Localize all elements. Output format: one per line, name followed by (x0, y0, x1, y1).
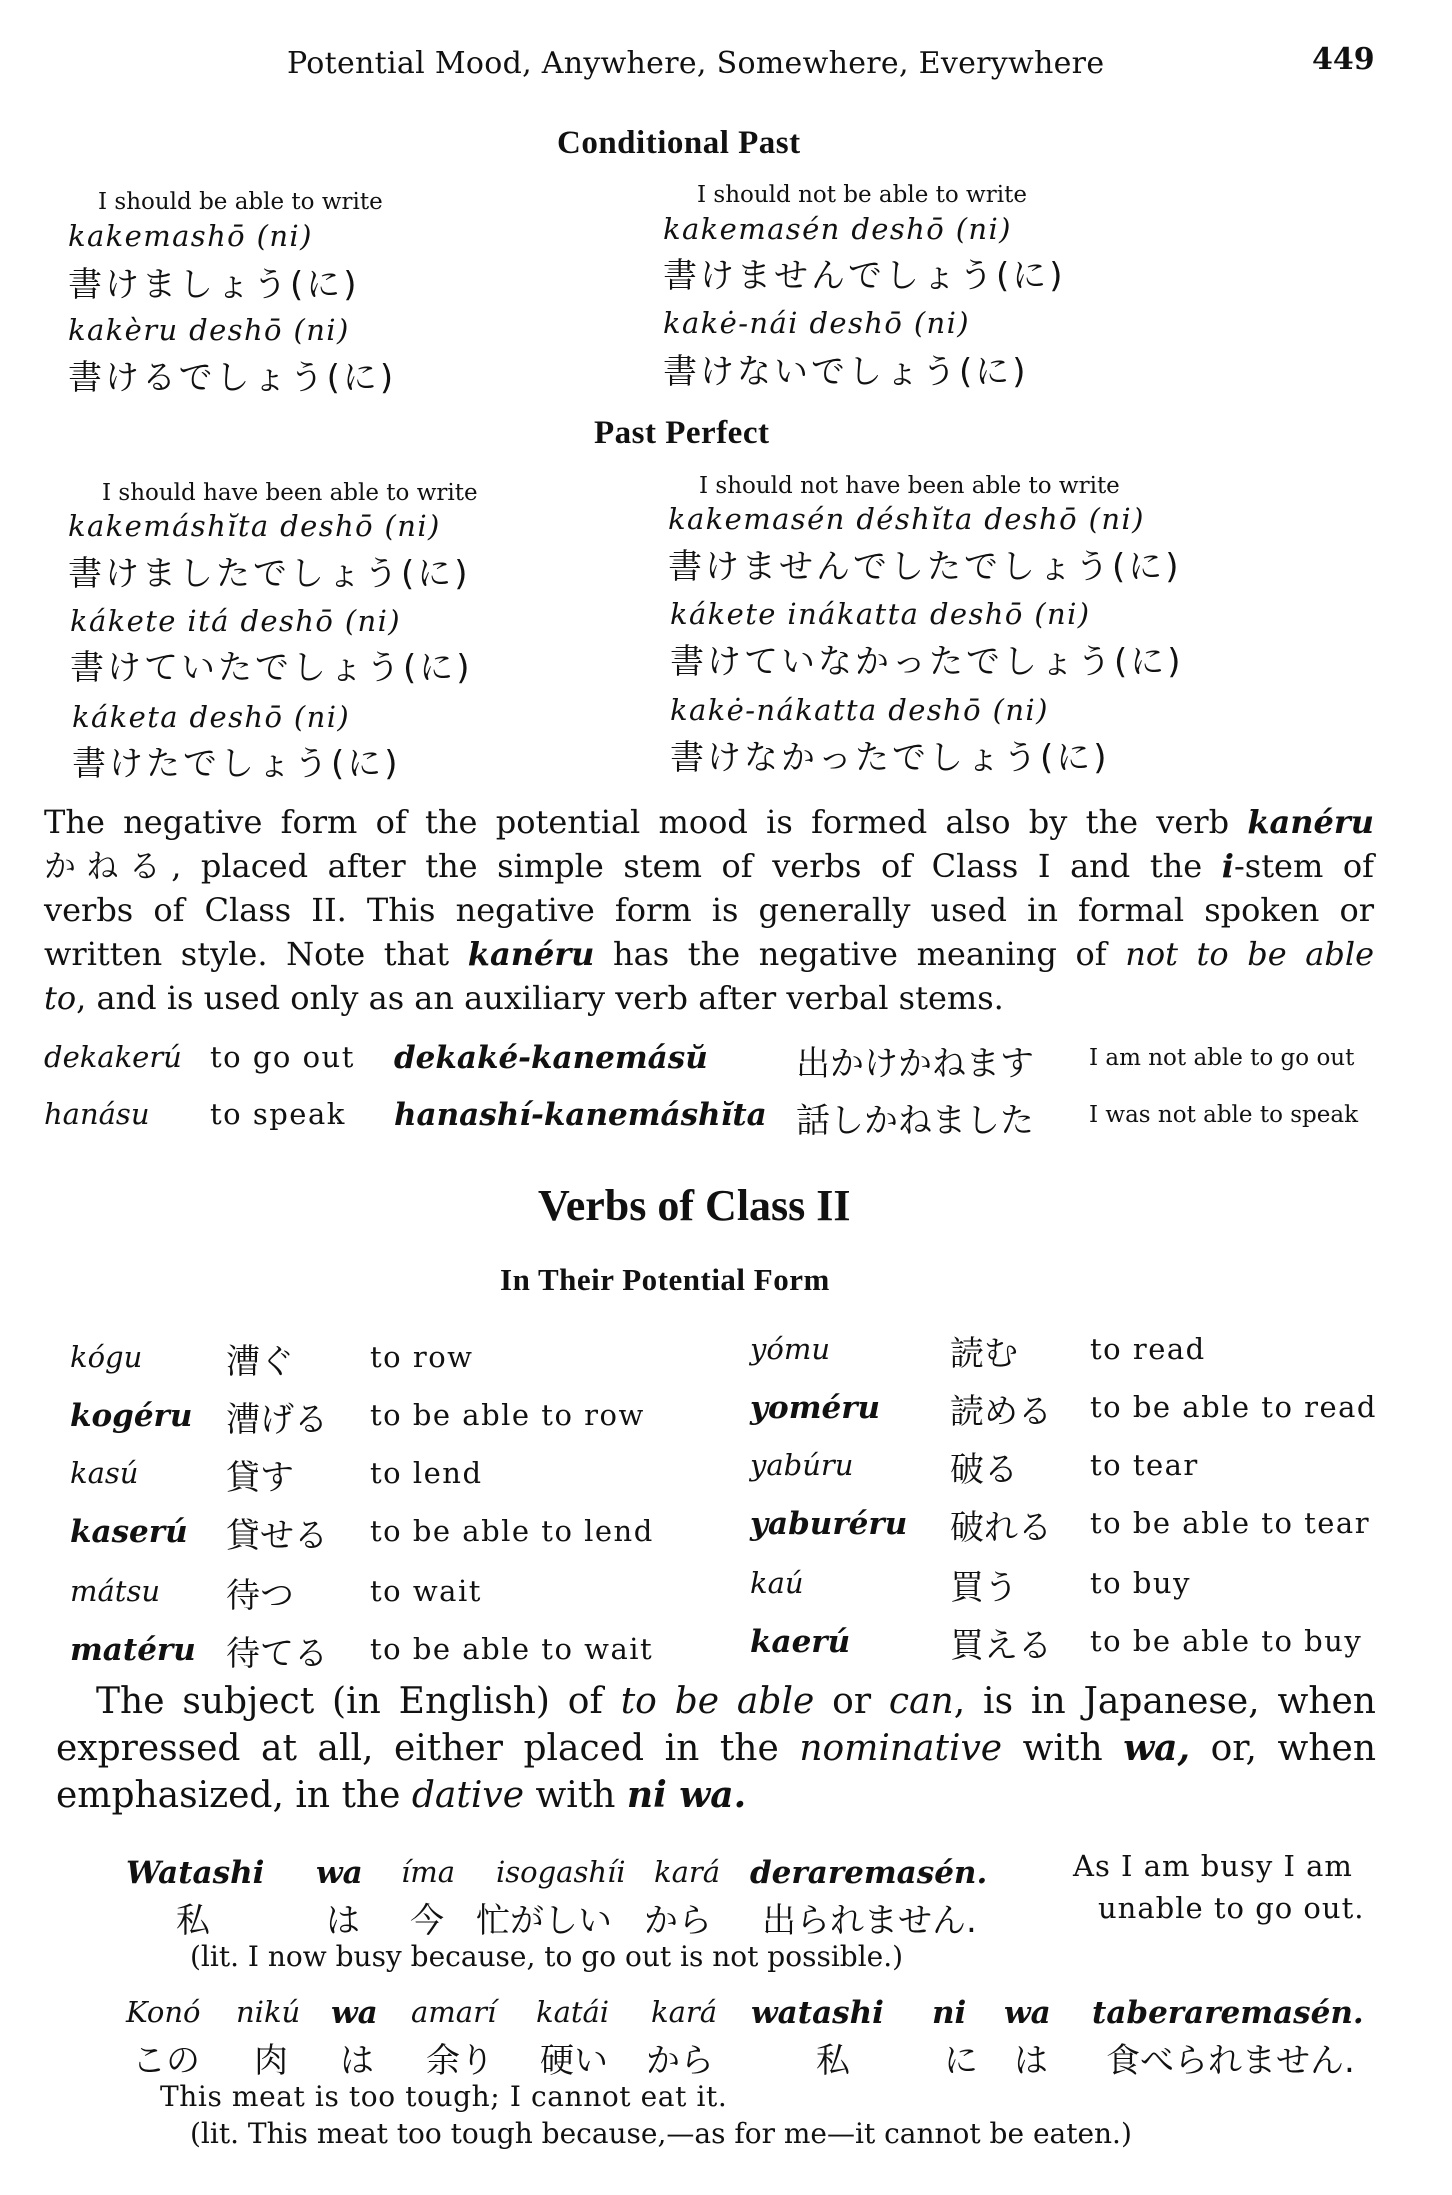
kana-form: 書けないでしょう(に) (663, 352, 1029, 392)
class-two-verb-row: mátsu 待つ to wait kaú 買う to buy (70, 1566, 1191, 1616)
romaji-form: kakė-nái deshō (ni) (663, 306, 970, 340)
romaji-form: kakemáshĭta deshō (ni) (68, 509, 441, 543)
kana-form: 書けませんでしょう(に) (663, 256, 1066, 296)
paragraph-line: to, and is used only as an auxiliary verb after verbal stems. (44, 979, 1004, 1017)
class-two-verb-row: kasú 貸す to lend yabúru 破る to tear (70, 1448, 1199, 1498)
paragraph-negative-potential (44, 800, 1374, 1020)
gloss-past-perfect-negative: I should not have been able to write (699, 473, 1120, 499)
kana-form: 書けなかったでしょう(に) (670, 738, 1110, 778)
romaji-form: kakemashō (ni) (68, 219, 313, 253)
kana-form: 書けませんでしたでしょう(に) (668, 547, 1182, 587)
romaji-form: kákete itá deshō (ni) (70, 604, 402, 638)
section-heading-past-perfect: Past Perfect (594, 415, 770, 451)
kana-form: 書けましたでしょう(に) (68, 554, 471, 594)
paragraph-line: expressed at all, either placed in the nominative with wa, or, when (56, 1727, 1376, 1769)
gloss-conditional-past-negative: I should not be able to write (697, 182, 1027, 208)
romaji-form: kakė-nákatta deshō (ni) (670, 693, 1049, 727)
paragraph-subject (56, 1678, 1376, 1819)
class-two-verb-row: kógu 漕ぐ to row yómu 読む to read (70, 1332, 1206, 1382)
romaji-form: kakèru deshō (ni) (68, 313, 350, 347)
kana-form: 書けていたでしょう(に) (70, 648, 473, 688)
example-one-translation-line: unable to go out. (1098, 1891, 1365, 1925)
kana-form: 書けたでしょう(に) (72, 744, 401, 784)
example-one-literal: (lit. I now busy because, to go out is not possible.) (190, 1940, 904, 1973)
kana-form: 書けるでしょう(に) (68, 358, 397, 398)
example-sentence-two: Konó nikú wa amarí katái kará watashi ni wa taberaremasén. この 肉 は 余り 硬い から 私 に は 食べられません. (126, 1995, 1364, 2081)
example-two-literal: (lit. This meat too tough because,—as for me—it cannot be eaten.) (190, 2117, 1132, 2150)
kaneru-example-row: hanásu to speak hanashí-kanemáshĭta 話しかねました I was not able to speak (44, 1097, 1359, 1141)
kana-form: 書けていなかったでしょう(に) (670, 642, 1184, 682)
romaji-form: kakemasén déshĭta deshō (ni) (668, 502, 1145, 536)
gloss-past-perfect-positive: I should have been able to write (102, 480, 478, 506)
section-heading-conditional-past: Conditional Past (557, 125, 801, 161)
class-two-verb-row: kaserú 貸せる to be able to lend yaburéru 破れる to be able to tear (70, 1506, 1371, 1556)
paragraph-line: verbs of Class II. This negative form is generally used in formal spoken or (44, 891, 1374, 929)
paragraph-line: The subject (in English) of to be able or can, is in Japanese, when (96, 1681, 1376, 1722)
example-two-translation: This meat is too tough; I cannot eat it. (160, 2080, 728, 2113)
gloss-conditional-past-positive: I should be able to write (98, 189, 383, 215)
example-sentence-one: Watashi wa íma isogashíi kará deraremasén. 私 は 今 忙がしい から 出られません. (126, 1855, 988, 1941)
class-two-verb-row: matéru 待てる to be able to wait kaerú 買える to be able to buy (70, 1624, 1363, 1674)
paragraph-line: emphasized, in the dative with ni wa. (56, 1774, 747, 1816)
class-two-verb-row: kogéru 漕げる to be able to row yoméru 読める to be able to read (70, 1390, 1377, 1440)
kaneru-example-row: dekakerú to go out dekaké-kanemásŭ 出かけかねます I am not able to go out (44, 1040, 1355, 1084)
romaji-form: káketa deshō (ni) (72, 700, 351, 734)
paragraph-line: The negative form of the potential mood is formed also by the verb kanéru (44, 803, 1374, 841)
page-number: 449 (1312, 42, 1375, 77)
paragraph-line: かねる, placed after the simple stem of verbs of Class I and the i-stem of (44, 847, 1375, 885)
kana-form: 書けましょう(に) (68, 265, 360, 305)
running-title: Potential Mood, Anywhere, Somewhere, Everywhere (287, 46, 1105, 81)
section-subheading-potential-form: In Their Potential Form (500, 1262, 830, 1297)
example-one-translation-line: As I am busy I am (1073, 1849, 1353, 1883)
section-heading-class-two: Verbs of Class II (538, 1181, 851, 1230)
romaji-form: kakemasén deshō (ni) (663, 212, 1012, 246)
romaji-form: kákete inákatta deshō (ni) (670, 597, 1091, 631)
paragraph-line: written style. Note that kanéru has the negative meaning of not to be able (44, 935, 1375, 973)
